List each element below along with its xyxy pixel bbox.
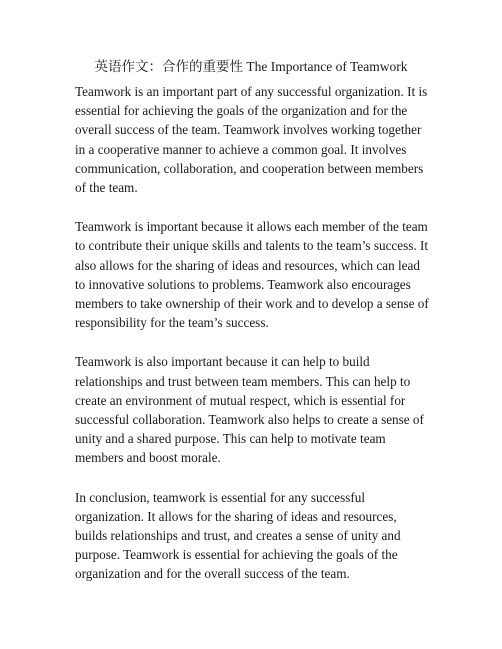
paragraph-1: Teamwork is an important part of any successful organization. It is essential for achieving the goals of the organization and for the overall success of the team. Teamwork involves working together in a cooperative manner to achieve a common goal. It involves communication, collaboration, and cooperation between members of the team. — [75, 84, 428, 196]
paragraph-3: Teamwork is also important because it can help to build relationships and trust between team members. This can help to create an environment of mutual respect, which is essential for successful collaboration. Teamwork also helps to create a sense of unity and a shared purpose. This can help to motivate team members and boost morale. — [75, 354, 424, 466]
paragraph-4: In conclusion, teamwork is essential for any successful organization. It allows for the sharing of ideas and resources, builds relationships and trust, and creates a sense of unity and purpose. Teamwork is essential for achieving the goals of the organization and for the overall success of the team. — [75, 489, 401, 582]
document-body — [75, 82, 431, 604]
document-title: 英语作文：合作的重要性 The Importance of Teamwork — [94, 59, 408, 74]
paragraph-2: Teamwork is important because it allows each member of the team to contribute their unique skills and talents to the team’s success. It also allows for the sharing of ideas and resources, which can lead to innovative solutions to problems. Teamwork also encourages members to take ownership of their work and to develop a sense of responsibility for the team’s success. — [75, 219, 429, 331]
